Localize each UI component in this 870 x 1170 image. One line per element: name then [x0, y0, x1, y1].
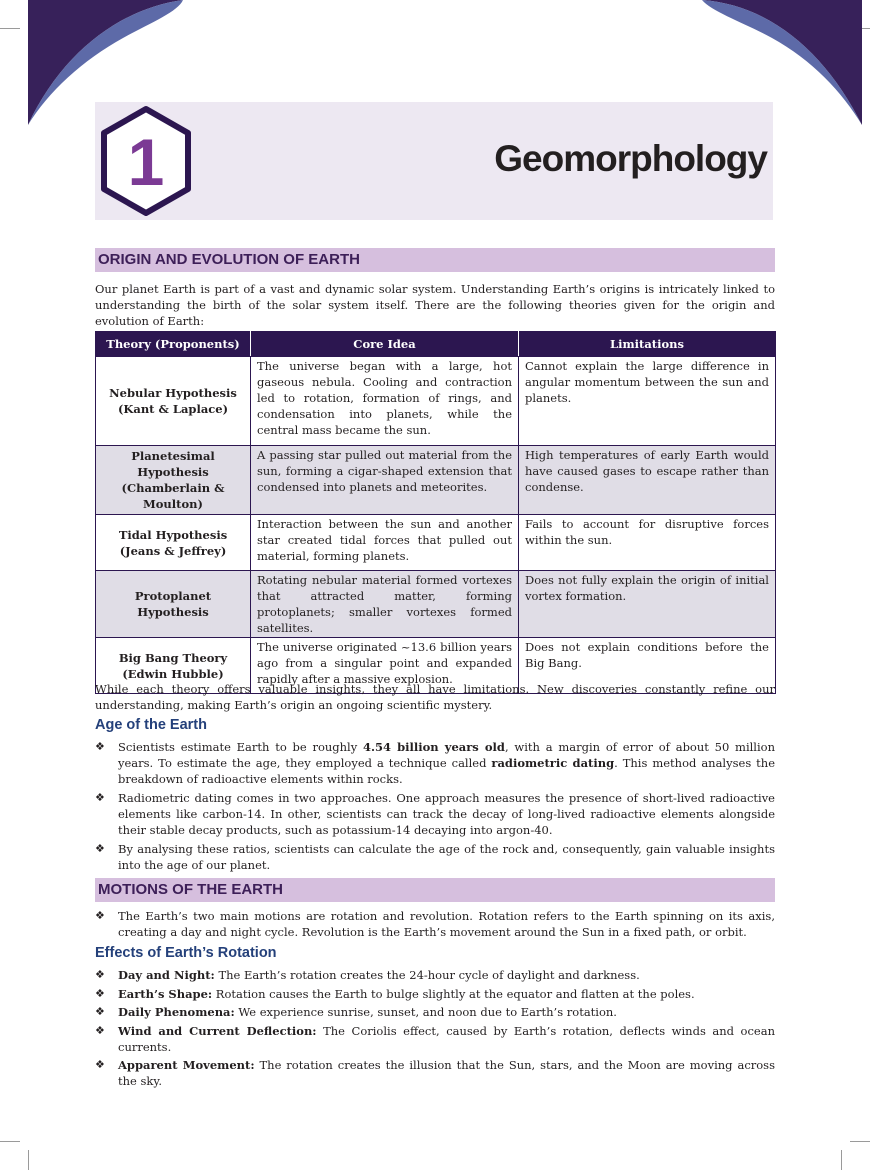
- theory-name: Tidal Hypothesis: [118, 527, 228, 542]
- core-idea-cell: Interaction between the sun and another star created tidal forces that pulled out material, forming planets.: [251, 515, 519, 571]
- intro-paragraph: [95, 281, 775, 329]
- limitation-cell: High temperatures of early Earth would have caused gases to escape rather than condense.: [519, 446, 776, 515]
- bullet-text: We experience sunrise, sunset, and noon due to Earth’s rotation.: [234, 1005, 617, 1019]
- list-item: [95, 1057, 775, 1089]
- table-header-cell: Core Idea: [251, 332, 519, 357]
- theory-cell: [96, 446, 251, 515]
- theory-proponents: (Edwin Hubble): [122, 666, 224, 681]
- list-item: [95, 967, 775, 983]
- bullet-term: Apparent Movement:: [118, 1058, 255, 1072]
- bullet-text: By analysing these ratios, scientists can calculate the age of the rock and, consequently, gain valuable insights into the age of our planet.: [118, 842, 775, 872]
- chapter-title: Geomorphology: [494, 138, 767, 179]
- list-item: [95, 790, 775, 838]
- diamond-bullet-icon: ❖: [95, 1023, 105, 1037]
- diamond-bullet-icon: ❖: [95, 986, 105, 1000]
- hexagon-icon: [100, 105, 192, 217]
- bullet-emphasis: radiometric dating: [491, 756, 615, 770]
- bullet-text: The rotation creates the illusion that the Sun, stars, and the Moon are moving across the sky.: [118, 1058, 775, 1088]
- theories-table: [95, 331, 776, 694]
- bullet-text: The Earth’s two main motions are rotation and revolution. Rotation refers to the Earth spinning on its axis, creating a day and night cycle. Revolution is the Earth’s movement around the Sun in a fixed path, or orbit.: [118, 909, 775, 939]
- list-item: [95, 739, 775, 787]
- chapter-header: [95, 102, 773, 220]
- table-row: [96, 446, 776, 515]
- list-item: [95, 908, 775, 940]
- theory-cell: [96, 515, 251, 571]
- chapter-number: 1: [127, 125, 165, 199]
- theory-proponents: (Kant & Laplace): [117, 402, 229, 416]
- bullet-text: Radiometric dating comes in two approaches. One approach measures the presence of short-lived radioactive elements like carbon-14. In other, scientists can track the decay of long-lived radioactive elements alongside their stable decay products, such as potassium-14 decaying into argon-40.: [118, 791, 775, 837]
- theory-proponents: (Chamberlain & Moulton): [121, 481, 225, 511]
- theory-proponents: (Jeans & Jeffrey): [119, 543, 227, 558]
- core-idea-cell: The universe originated ~13.6 billion years ago from a singular point and expanded rapidly after a massive explosion.: [251, 638, 519, 694]
- intro-text: Our planet Earth is part of a vast and dynamic solar system. Understanding Earth’s origins is intricately linked to understanding the birth of the solar system itself. There are the following theories given for the origin and evolution of Earth:: [95, 282, 775, 328]
- core-idea-cell: The universe began with a large, hot gaseous nebula. Cooling and contraction led to rotation, formation of rings, and condensation into planets, while the central mass became the sun.: [251, 357, 519, 446]
- diamond-bullet-icon: ❖: [95, 791, 105, 804]
- section-heading-origin: ORIGIN AND EVOLUTION OF EARTH: [95, 248, 775, 272]
- core-idea-cell: A passing star pulled out material from the sun, forming a cigar-shaped extension that condensed into planets and meteorites.: [251, 446, 519, 515]
- bullet-term: Wind and Current Deflection:: [118, 1023, 317, 1038]
- limitation-cell: Cannot explain the large difference in angular momentum between the sun and planets.: [519, 357, 776, 446]
- crop-mark: [0, 28, 20, 29]
- list-item: [95, 1004, 775, 1020]
- limitation-cell: Fails to account for disruptive forces within the sun.: [519, 515, 776, 571]
- list-item: [95, 986, 775, 1002]
- core-idea-cell: Rotating nebular material formed vortexes that attracted matter, forming protoplanets; smaller vortexes formed satellites.: [251, 571, 519, 638]
- diamond-bullet-icon: ❖: [95, 740, 105, 753]
- rotation-bullet-list: [95, 967, 775, 1092]
- table-row: [96, 515, 776, 571]
- table-header-cell: Limitations: [519, 332, 776, 357]
- theory-cell: [96, 571, 251, 638]
- diamond-bullet-icon: ❖: [95, 1005, 105, 1018]
- bullet-emphasis: 4.54 billion years old: [363, 740, 505, 754]
- crop-mark: [850, 1141, 870, 1142]
- table-header-cell: Theory (Proponents): [96, 332, 251, 357]
- crop-mark: [0, 1141, 20, 1142]
- theory-name: Planetesimal Hypothesis: [131, 449, 215, 479]
- age-bullet-list: [95, 739, 775, 876]
- crop-mark: [28, 1150, 29, 1170]
- conclusion-text: While each theory offers valuable insights, they all have limitations. New discoveries constantly refine our understanding, making Earth’s origin an ongoing scientific mystery.: [95, 682, 775, 712]
- theory-cell: [96, 357, 251, 446]
- list-item: [95, 1023, 775, 1055]
- crop-mark: [841, 1150, 842, 1170]
- bullet-text: The Coriolis effect, caused by Earth’s rotation, deflects winds and ocean currents.: [118, 1023, 775, 1054]
- bullet-term: Day and Night:: [118, 968, 215, 982]
- theory-name: Nebular Hypothesis: [109, 386, 237, 400]
- bullet-text: Scientists estimate Earth to be roughly: [118, 740, 363, 754]
- diamond-bullet-icon: ❖: [95, 968, 105, 981]
- theory-name: Big Bang Theory: [118, 650, 228, 665]
- bullet-text: , with a margin of error of about 50 million years. To estimate the age, they employed a technique called: [118, 740, 775, 770]
- limitation-cell: Does not explain conditions before the Big Bang.: [519, 638, 776, 694]
- subheading-rotation: Effects of Earth’s Rotation: [95, 945, 277, 961]
- diamond-bullet-icon: ❖: [95, 909, 105, 922]
- bullet-term: Earth’s Shape:: [118, 986, 213, 1001]
- bullet-term: Daily Phenomena:: [118, 1005, 235, 1019]
- bullet-text: . This method analyses the breakdown of radioactive elements within rocks.: [118, 756, 776, 786]
- diamond-bullet-icon: ❖: [95, 842, 105, 855]
- subheading-age: Age of the Earth: [95, 717, 207, 733]
- table-row: [96, 357, 776, 446]
- list-item: [95, 841, 775, 873]
- conclusion-paragraph: [95, 681, 775, 713]
- motions-bullet-list: [95, 908, 775, 943]
- table-header-row: [96, 332, 776, 357]
- theory-name: Protoplanet Hypothesis: [134, 589, 212, 619]
- bullet-text: Rotation causes the Earth to bulge slightly at the equator and flatten at the poles.: [212, 986, 695, 1001]
- table-row: [96, 571, 776, 638]
- section-heading-motions: MOTIONS OF THE EARTH: [95, 878, 775, 902]
- diamond-bullet-icon: ❖: [95, 1058, 105, 1071]
- bullet-text: The Earth’s rotation creates the 24-hour cycle of daylight and darkness.: [214, 968, 640, 982]
- limitation-cell: Does not fully explain the origin of initial vortex formation.: [519, 571, 776, 638]
